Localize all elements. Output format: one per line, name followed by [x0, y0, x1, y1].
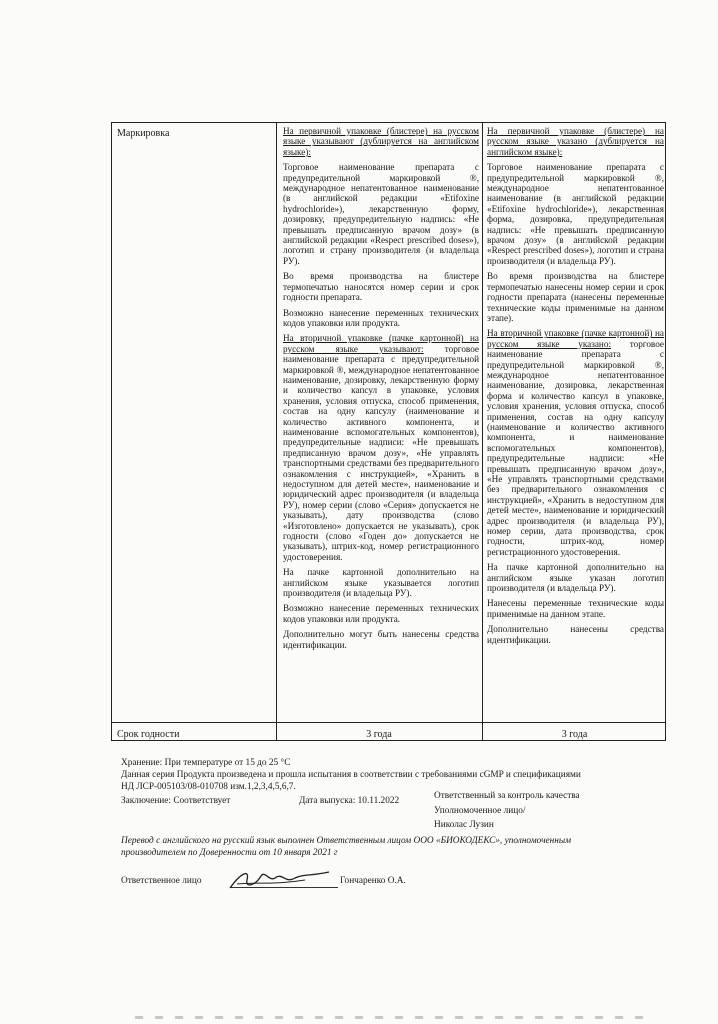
release-date: Дата выпуска: 10.11.2022	[299, 796, 400, 806]
paragraph: Возможно нанесение переменных технических кодов упаковки или продукта.	[283, 603, 479, 624]
paragraph: Торговое наименование препарата с предупредительной маркировкой ®, международное непатентованное наименование (в английской редакции «Etifoxine hydrochloride»), лекарственная форма, дозировка, предупредительная надпись: «Не превышать предписанную врачом дозу» (в английской редакции «Respect prescribed doses»), логотип и страна производителя (и владельца РУ).	[487, 162, 664, 266]
batch-statement: Данная серия Продукта произведена и прошла испытания в соответствии с требованиями cGMP и спецификациями	[121, 770, 581, 780]
qc-responsible: Ответственный за контроль качества	[434, 791, 580, 801]
translation-note: производителем по Доверенности от 10 января 2021 г	[121, 848, 338, 858]
row-label-shelf-life: Срок годности	[117, 729, 180, 740]
scan-artifact	[135, 1016, 655, 1019]
responsible-person-label: Ответственное лицо	[121, 876, 202, 886]
storage-line: Хранение: При температуре от 15 до 25 °С	[121, 758, 291, 768]
paragraph	[487, 126, 664, 157]
paragraph: Нанесены переменные технические коды применимые на данном этапе.	[487, 598, 664, 619]
row-label-marking: Маркировка	[117, 128, 170, 139]
paragraph: Дополнительно могут быть нанесены средства идентификации.	[283, 629, 479, 650]
nd-reference: НД ЛСР-005103/08-010708 изм.1,2,3,4,5,6,7.	[121, 782, 296, 792]
paragraph-heading: На вторичной упаковке (пачке картонной) на русском языке указано:	[487, 328, 664, 349]
paragraph: Во время производства на блистере термопечатью нанесены номер серии и срок годности препарата (нанесены переменные технические коды применимые на данном этапе).	[487, 271, 664, 323]
translation-note: Перевод с английского на русский язык выполнен Ответственным лицом ООО «БИОКОДЕКС», уполномоченным	[121, 836, 572, 846]
paragraph: Возможно нанесение переменных технических кодов упаковки или продукта.	[283, 307, 479, 328]
paragraph	[487, 328, 664, 557]
paragraph	[283, 126, 479, 157]
responsible-person-name: Гончаренко О.А.	[340, 876, 406, 886]
marking-results-column	[487, 126, 664, 650]
shelf-life-requirement: 3 года	[366, 729, 392, 740]
paragraph-heading: На первичной упаковке (блистере) на русском языке указывают (дублируется на английском языке):	[283, 126, 479, 157]
table-divider	[112, 722, 665, 723]
paragraph-body: торговое наименование препарата с предупредительной маркировкой ®, международное непатентованное наименование, дозировка, лекарственная форма и количество капсул в упаковке, условия хранения, условия отпуска, способ применения, состав на одну капсулу (наименование и количество активного компонента, и наименование вспомогательных компонентов), предупредительные надписи: «Не превышать предписанную врачом дозу», «Не управлять транспортными средствами без предварительного ознакомления с инструкцией», «Хранить в недоступном для детей месте», наименование и юридический адрес производителя (и владельца РУ), номер серии, дата производства, срок годности, штрих-код, номер регистрационного удостоверения.	[487, 338, 664, 557]
paragraph: Во время производства на блистере термопечатью наносятся номер серии и срок годности препарата.	[283, 271, 479, 303]
table-divider	[482, 123, 483, 740]
paragraph: Торговое наименование препарата с предупредительной маркировкой ®, международное непатентованное наименование (в английской редакции «Etifoxine hydrochloride»), лекарственную форму, дозировку, предупредительную надпись: «Не превышать предписанную врачом дозу» (в английской редакции «Respect prescribed doses»), логотип и страну производителя (и владельца РУ).	[283, 162, 479, 266]
paragraph-heading: На первичной упаковке (блистере) на русском языке указано (дублируется на английском языке):	[487, 126, 664, 157]
handwritten-signature	[225, 866, 335, 894]
authorized-person-label: Уполномоченное лицо/	[434, 806, 526, 816]
paragraph-heading: На вторичной упаковке (пачке картонной) на русском языке указывают:	[283, 333, 479, 354]
paragraph-body: торговое наименование препарата с предупредительной маркировкой ®, международное непатентованное наименование, дозировку, лекарственную форму и количество капсул в упаковке, условия хранения, условия отпуска, способ применения, состав на одну капсулу (наименование и количество активного компонента, и наименование вспомогательных компонентов), предупредительные надписи: «Не превышать предписанную врачом дозу», «Не управлять транспортными средствами без предварительного ознакомления с инструкцией», «Хранить в недоступном для детей месте», наименование и юридический адрес производителя (и владельца РУ), номер серии (слово «Серия» допускается не указывать), дату производства (слово «Изготовлено» допускается не указывать), срок годности (слово «Годен до» допускается не указывать), штрих-код, номер регистрационного удостоверения.	[283, 343, 479, 562]
authorized-person-name: Николас Лузин	[434, 820, 494, 830]
marking-table	[111, 122, 666, 741]
paragraph: Дополнительно нанесены средства идентификации.	[487, 624, 664, 645]
paragraph: На пачке картонной дополнительно на английском языке указан логотип производителя (и владельца РУ).	[487, 562, 664, 594]
paragraph: На пачке картонной дополнительно на английском языке указывается логотип производителя (и владельца РУ).	[283, 567, 479, 599]
paragraph	[283, 333, 479, 562]
conclusion: Заключение: Соответствует	[121, 796, 231, 806]
marking-requirements-column	[283, 126, 479, 655]
table-divider	[276, 123, 277, 740]
shelf-life-result: 3 года	[561, 729, 588, 740]
